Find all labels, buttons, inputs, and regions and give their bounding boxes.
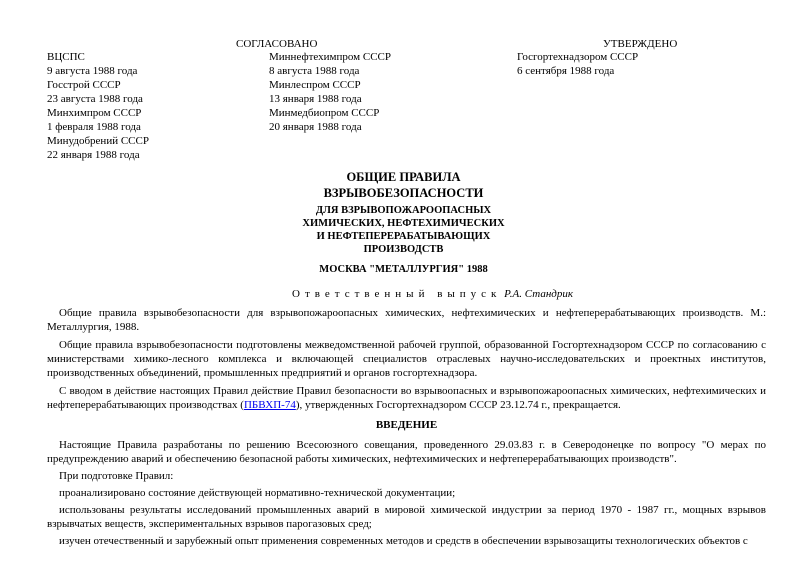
approval-line: Минмедбиопром СССР: [269, 107, 380, 119]
title-line-4: ХИМИЧЕСКИХ, НЕФТЕХИМИЧЕСКИХ: [302, 218, 505, 229]
approval-line: Минхимпром СССР: [47, 107, 142, 119]
approval-line: 8 августа 1988 года: [269, 65, 360, 77]
paragraph: использованы результаты исследований промышленных аварий в мировой химической индустрии за период 1970 - 1987 гг., мощных взрывов взрывчатых веществ, экспериментальных взрывов парогазовых сред;: [47, 504, 766, 530]
approval-line: 1 февраля 1988 года: [47, 121, 141, 133]
title-line-5: И НЕФТЕПЕРЕРАБАТЫВАЮЩИХ: [316, 231, 491, 242]
agreed-heading: СОГЛАСОВАНО: [236, 38, 318, 50]
intro-heading: ВВЕДЕНИЕ: [375, 419, 438, 431]
approval-line: 20 января 1988 года: [269, 121, 362, 133]
approval-line: Минудобрений СССР: [47, 135, 149, 147]
approved-heading: УТВЕРЖДЕНО: [603, 38, 678, 50]
paragraph-text: С вводом в действие настоящих Правил действие Правил безопасности во взрывоопасных и взрывопожароопасных химических, нефтехимических и нефтеперерабатывающих производствах (: [47, 385, 766, 411]
responsible-line: [292, 287, 573, 301]
title-line-6: ПРОИЗВОДСТВ: [363, 244, 444, 255]
responsible-label: Ответственный выпуск: [292, 288, 502, 300]
approval-line: Минлеспром СССР: [269, 79, 361, 91]
title-line-1: ОБЩИЕ ПРАВИЛА: [346, 170, 461, 184]
approval-column-3: [517, 50, 638, 78]
title-line-2: ВЗРЫВОБЕЗОПАСНОСТИ: [323, 186, 484, 200]
paragraph: проанализировано состояние действующей нормативно-технической документации;: [59, 487, 456, 499]
approval-column-2: [269, 50, 391, 134]
paragraph: При подготовке Правил:: [59, 470, 174, 482]
approval-line: Госстрой СССР: [47, 79, 121, 91]
title-line-3: ДЛЯ ВЗРЫВОПОЖАРООПАСНЫХ: [315, 205, 492, 216]
paragraph: изучен отечественный и зарубежный опыт применения современных методов и средств в обеспечении взрывозащиты технологических объектов с: [59, 535, 748, 547]
paragraph: Общие правила взрывобезопасности подготовлены межведомственной рабочей группой, образованной Госгортехнадзором СССР по согласованию с министерствами химико-лесного комплекса и включающей специалистов отраслевых научно-исследовательских и проектных институтов, производственных объединений, промышленных предприятий и органов госгортехнадзора.: [47, 339, 766, 379]
approval-line: Миннефтехимпром СССР: [269, 51, 391, 63]
paragraph: [47, 384, 766, 412]
publisher-line: МОСКВА "МЕТАЛЛУРГИЯ" 1988: [319, 264, 488, 275]
approval-line: 22 января 1988 года: [47, 149, 140, 161]
approval-line: Госгортехнадзором СССР: [517, 51, 639, 63]
pbvhp-74-link[interactable]: ПБВХП-74: [243, 399, 296, 411]
approval-line: 6 сентября 1988 года: [517, 65, 615, 77]
approval-column-1: [47, 50, 149, 162]
paragraph-text: ), утвержденных Госгортехнадзором СССР 23.12.74 г., прекращается.: [295, 399, 621, 411]
approval-line: 23 августа 1988 года: [47, 93, 143, 105]
approval-line: 13 января 1988 года: [269, 93, 362, 105]
approval-line: ВЦСПС: [47, 51, 85, 63]
responsible-name: Р.А. Стандрик: [504, 288, 573, 300]
document-body: [47, 306, 766, 548]
paragraph: Настоящие Правила разработаны по решению Всесоюзного совещания, проведенного 29.03.83 г. в Северодонецке по вопросу "О мерах по предупреждению аварий и обеспечению безопасной работы химических, нефтехимических и нефтеперерабатывающих производств".: [47, 439, 766, 465]
paragraph: Общие правила взрывобезопасности для взрывопожароопасных химических, нефтехимических и нефтеперерабатывающих производств. М.: Металлургия, 1988.: [47, 307, 766, 333]
approval-line: 9 августа 1988 года: [47, 65, 138, 77]
